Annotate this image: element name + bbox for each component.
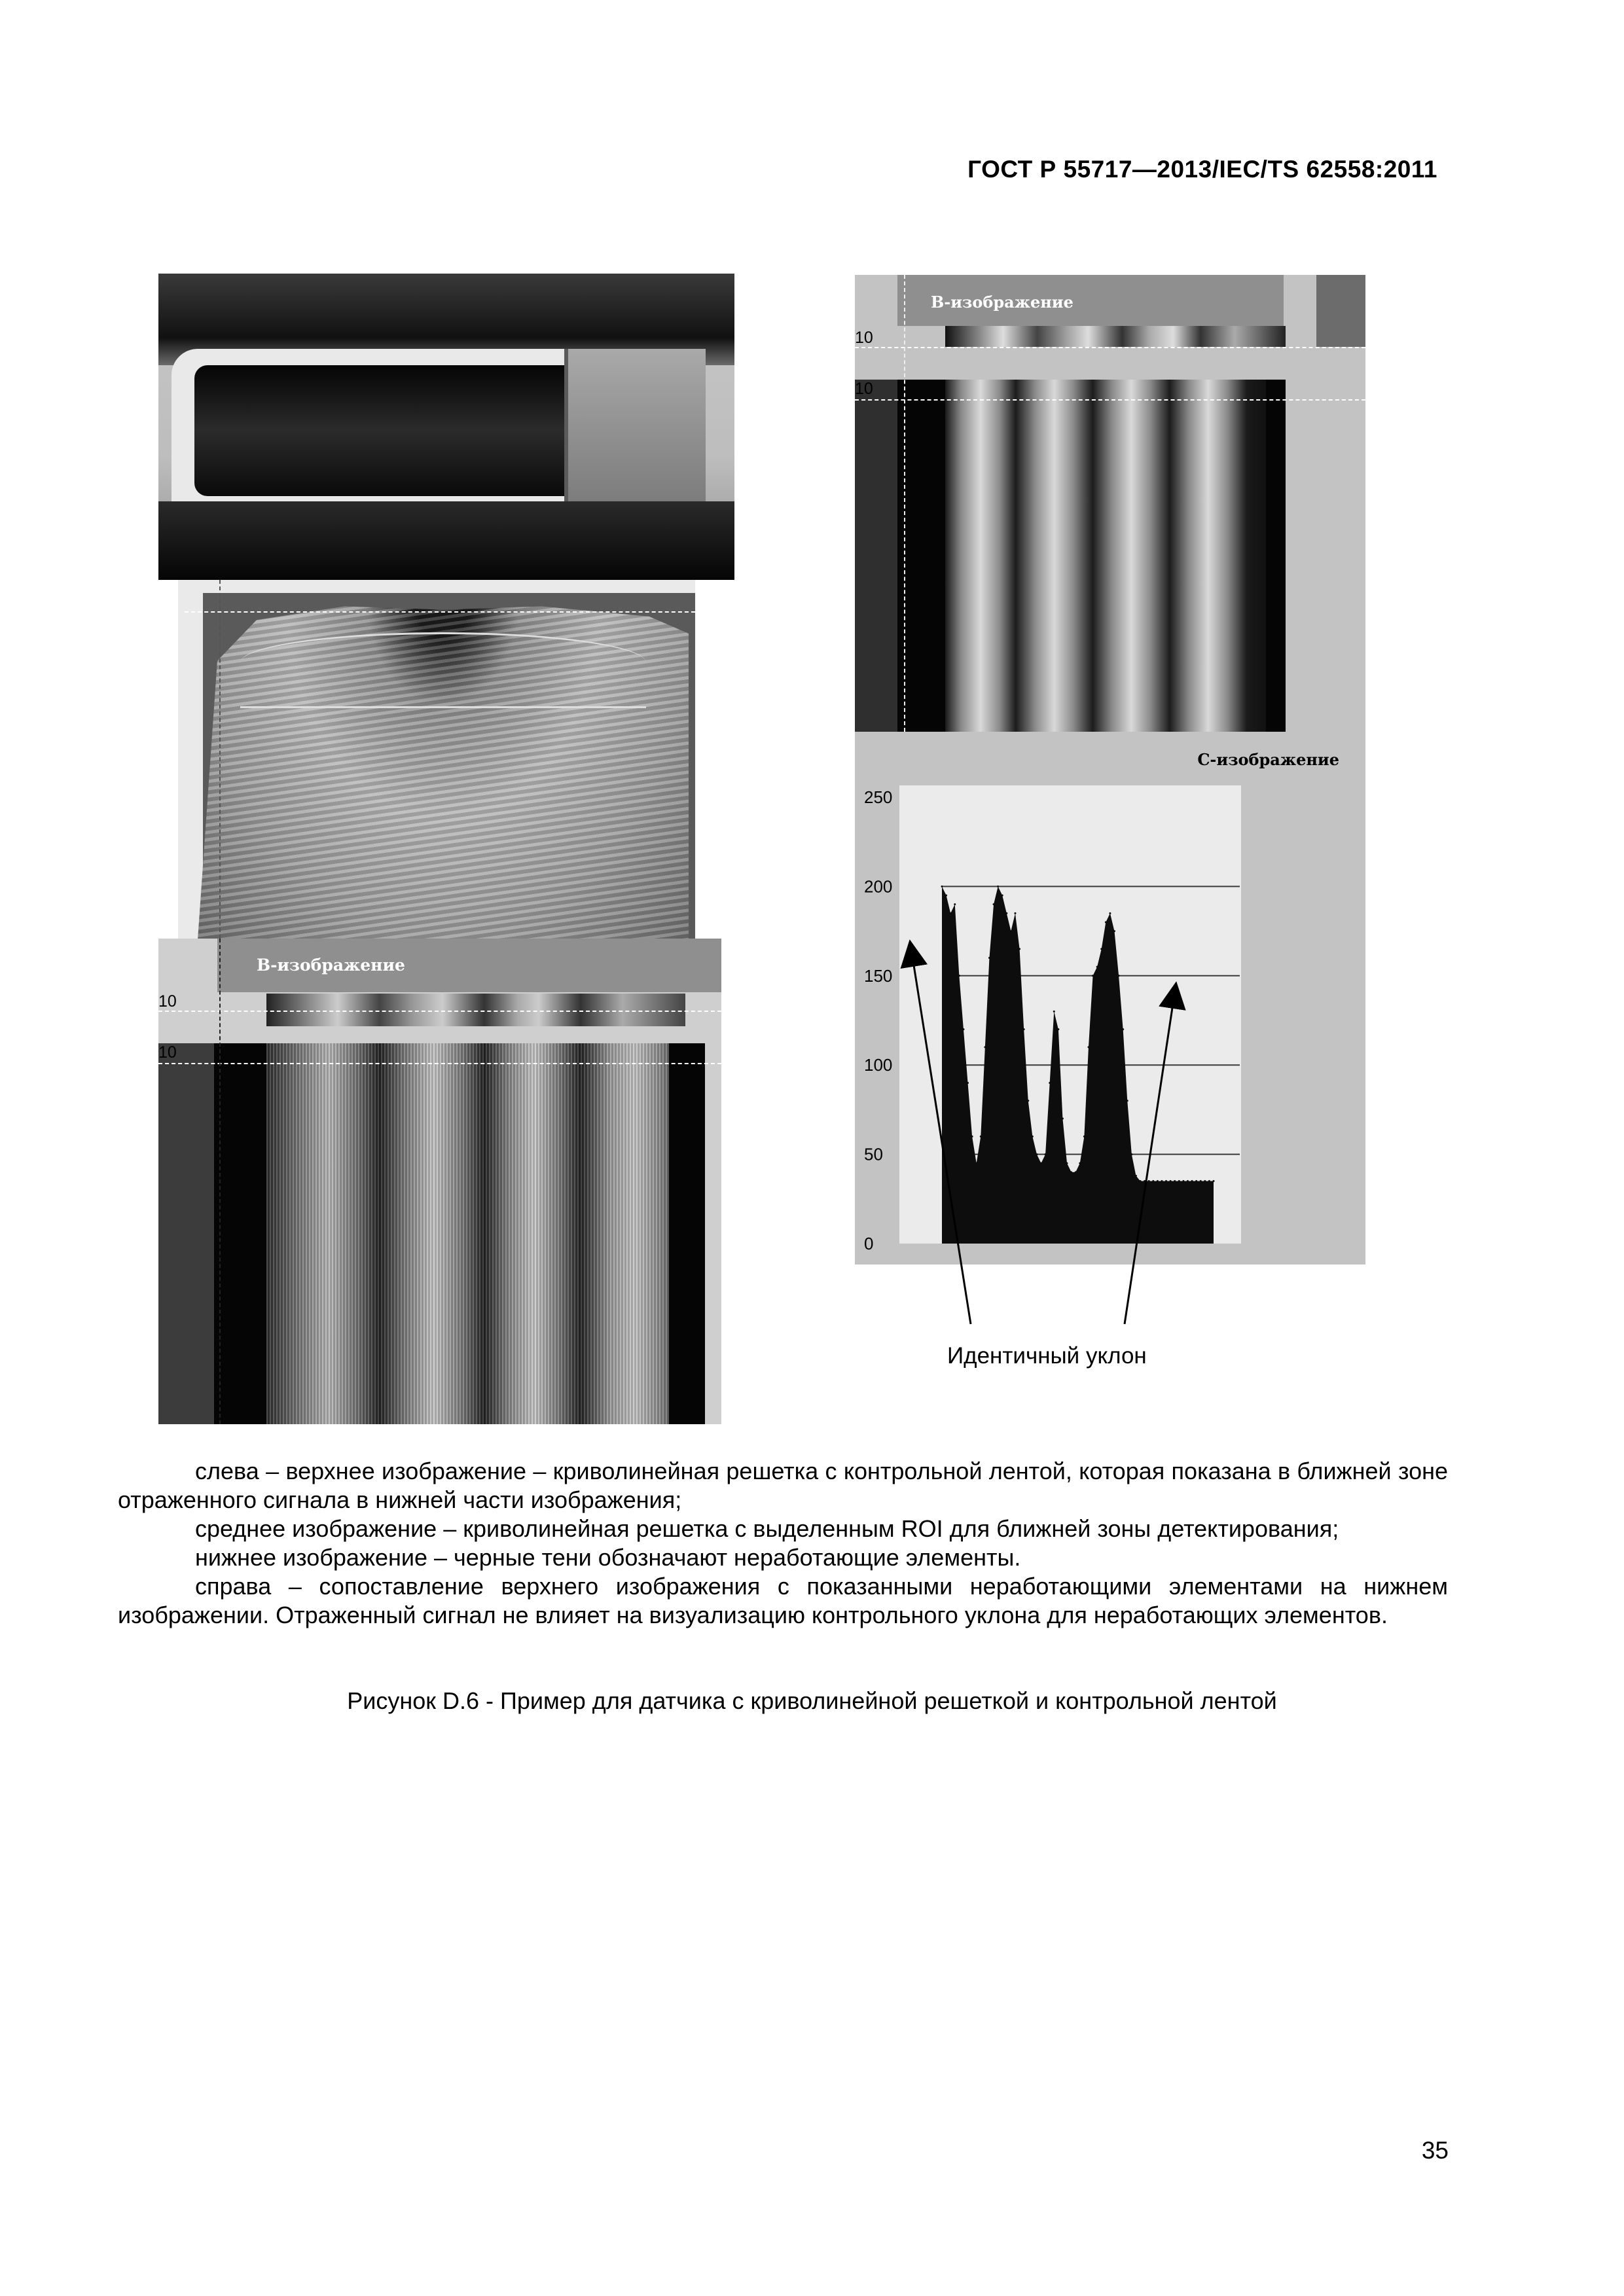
b-image-left-scale-top: 10 (158, 992, 177, 1011)
roi-outline (240, 632, 646, 708)
b-image-right-scale-mid: 10 (855, 380, 873, 398)
b-image-left (158, 939, 721, 1424)
document-header: ГОСТ Р 55717—2013/IEC/TS 62558:2011 (967, 156, 1437, 183)
figure-description (118, 1457, 1448, 1630)
y-tick-label: 150 (864, 965, 893, 986)
y-tick-label: 100 (864, 1055, 893, 1075)
y-tick-label: 250 (864, 787, 893, 807)
b-image-left-label: В-изображение (257, 956, 405, 975)
description-line-1: слева – верхнее изображение – криволинейная решетка с контрольной лентой, которая показана в ближней зоне отраженного сигнала в нижней части изображения; (118, 1458, 1448, 1513)
y-tick-label: 0 (864, 1234, 874, 1253)
description-line-3: нижнее изображение – черные тени обозначают неработающие элементы. (195, 1544, 1021, 1571)
sector-scan-image (178, 580, 695, 939)
annotation-arrows (855, 732, 1221, 1340)
figure-caption: Рисунок D.6 - Пример для датчика с криволинейной решеткой и контрольной лентой (347, 1687, 1277, 1714)
probe-photo (158, 274, 734, 580)
b-image-right-scale-top: 10 (855, 329, 873, 347)
c-image-title: С-изображение (1197, 750, 1339, 769)
annotation-label: Идентичный уклон (947, 1343, 1147, 1369)
b-image-left-scale-mid: 10 (158, 1043, 177, 1062)
description-line-4: справа – сопоставление верхнего изображения с показанными неработающими элементами на нижнем изображении. Отраженный сигнал не влияет на визуализацию контрольного уклона для неработающих элементов. (118, 1573, 1448, 1628)
b-image-right (855, 275, 1365, 732)
arrow-left (912, 953, 971, 1324)
description-line-2: среднее изображение – криволинейная решетка с выделенным ROI для ближней зоны детектирования; (195, 1515, 1339, 1542)
y-tick-label: 200 (864, 876, 893, 897)
b-image-right-label: В-изображение (931, 293, 1074, 312)
y-tick-label: 50 (864, 1144, 883, 1164)
page-number: 35 (1421, 2137, 1449, 2164)
arrow-right (1125, 995, 1174, 1324)
